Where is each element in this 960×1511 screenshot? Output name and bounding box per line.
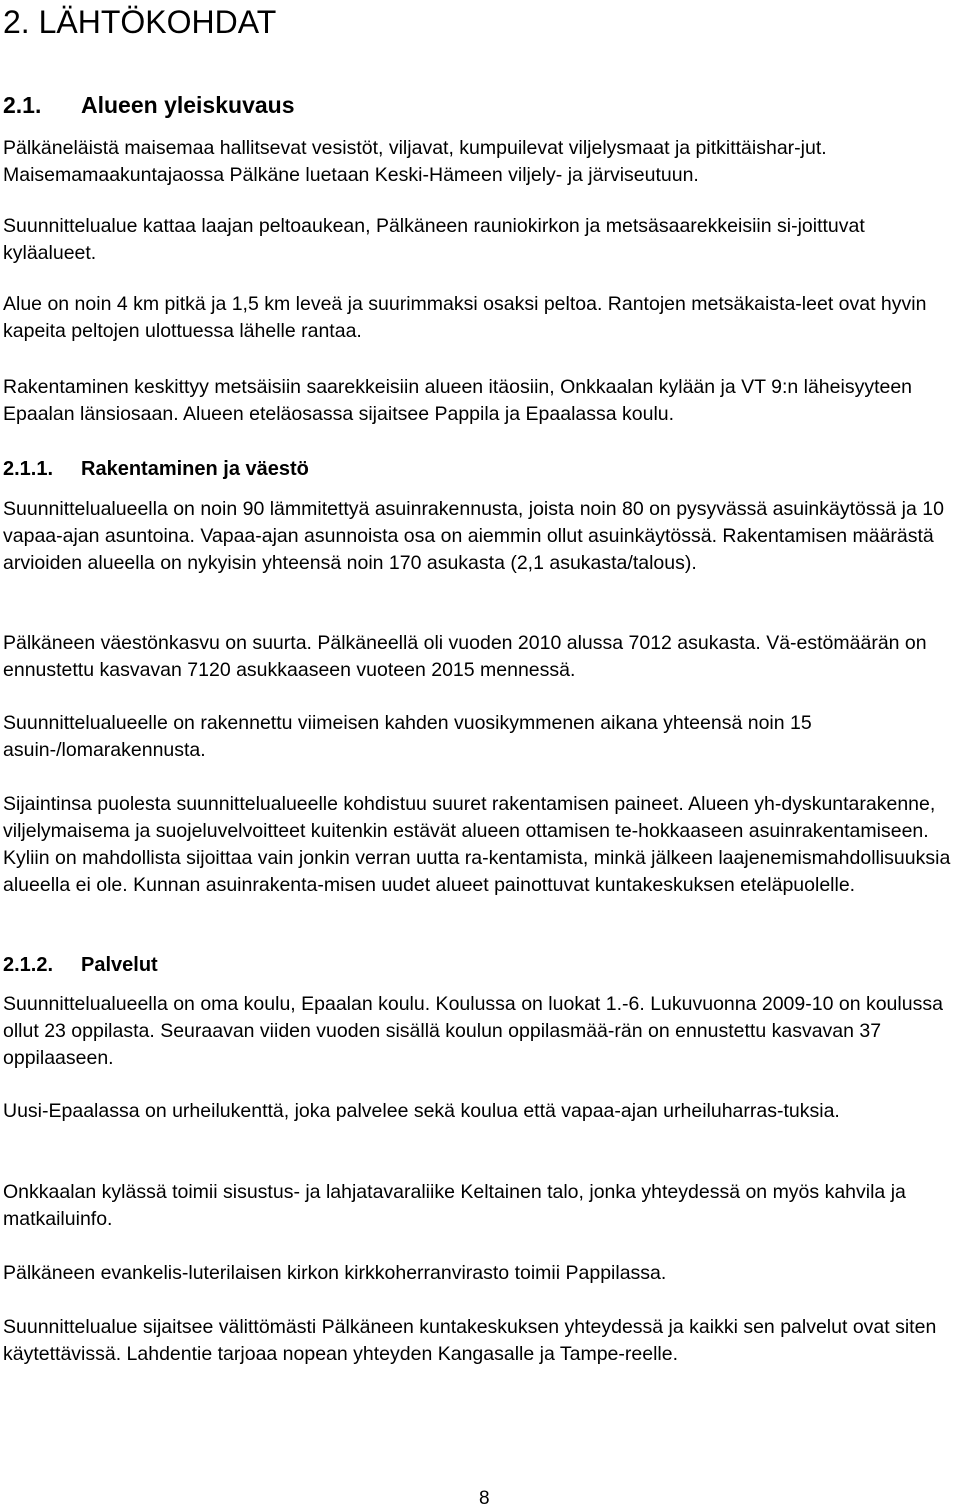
paragraph: Suunnittelualue kattaa laajan peltoaukean, Pälkäneen rauniokirkon ja metsäsaarekkeisiin si-joittuvat kyläalueet. xyxy=(3,215,865,264)
paragraph: Suunnittelualue sijaitsee välittömästi Pälkäneen kuntakeskuksen yhteydessä ja kaikki sen palvelut ovat siten käytettävissä. Lahdentie tarjoaa nopean yhteyden Kangasalle ja Tampe-reelle. xyxy=(3,1316,937,1365)
paragraph: Alue on noin 4 km pitkä ja 1,5 km leveä ja suurimmaksi osaksi peltoa. Rantojen metsäkaista-leet ovat hyvin kapeita peltojen ulottuessa lähelle rantaa. xyxy=(3,293,927,342)
paragraph: Pälkäneen evankelis-luterilaisen kirkon kirkkoherranvirasto toimii Pappilassa. xyxy=(3,1262,667,1284)
subsection-title: Palvelut xyxy=(81,954,158,976)
subsection-heading xyxy=(3,951,158,979)
section-number: 2.1. xyxy=(3,92,42,118)
chapter-heading: 2. LÄHTÖKOHDAT xyxy=(3,4,277,40)
paragraph: Pälkäneen väestönkasvu on suurta. Pälkäneellä oli vuoden 2010 alussa 7012 asukasta. Vä-estömäärän on ennustettu kasvavan 7120 asukkaaseen vuoteen 2015 mennessä. xyxy=(3,632,927,681)
paragraph: Onkkaalan kylässä toimii sisustus- ja lahjatavaraliike Keltainen talo, jonka yhteydessä on myös kahvila ja matkailuinfo. xyxy=(3,1181,906,1230)
subsection-heading xyxy=(3,455,309,483)
paragraph: Suunnittelualueella on oma koulu, Epaalan koulu. Koulussa on luokat 1.-6. Lukuvuonna 2009-10 on koulussa ollut 23 oppilasta. Seuraavan viiden vuoden sisällä koulun oppilasmää-rän on ennustettu kasvavan 37 oppilaaseen. xyxy=(3,993,943,1069)
section-heading xyxy=(3,90,295,120)
paragraph: Uusi-Epaalassa on urheilukenttä, joka palvelee sekä koulua että vapaa-ajan urheiluharras-tuksia. xyxy=(3,1100,840,1122)
paragraph: Suunnittelualueella on noin 90 lämmitettyä asuinrakennusta, joista noin 80 on pysyvässä asuinkäytössä ja 10 vapaa-ajan asuntoina. Vapaa-ajan asunnoista osa on aiemmin ollut asuinkäytössä. Rakentamisen määrästä arvioiden alueella on nykyisin yhteensä noin 170 asukasta (2,1 asukasta/talous). xyxy=(3,498,944,574)
subsection-title: Rakentaminen ja väestö xyxy=(81,458,309,480)
paragraph: Pälkäneläistä maisemaa hallitsevat vesistöt, viljavat, kumpuilevat viljelysmaat ja pitkittäishar-jut. Maisemamaakuntajaossa Pälkäne luetaan Keski-Hämeen viljely- ja järviseutuun. xyxy=(3,137,827,186)
paragraph: Suunnittelualueelle on rakennettu viimeisen kahden vuosikymmenen aikana yhteensä noin 15 asuin-/lomarakennusta. xyxy=(3,712,812,761)
section-title: Alueen yleiskuvaus xyxy=(81,92,295,118)
page-number: 8 xyxy=(479,1488,490,1509)
subsection-number: 2.1.1. xyxy=(3,458,54,480)
paragraph: Rakentaminen keskittyy metsäisiin saarekkeisiin alueen itäosiin, Onkkaalan kylään ja VT 9:n läheisyyteen Epaalan länsiosaan. Alueen eteläosassa sijaitsee Pappila ja Epaalassa koulu. xyxy=(3,376,913,425)
paragraph: Sijaintinsa puolesta suunnittelualueelle kohdistuu suuret rakentamisen paineet. Alueen yh-dyskuntarakenne, viljelymaisema ja suojeluvelvoitteet kuitenkin estävät alueen ottamisen te-hokkaaseen asuinrakentamiseen. Kyliin on mahdollista sijoittaa vain jonkin verran uutta ra-kentamista, minkä jälkeen laajenemismahdollisuuksia alueella ei ole. Kunnan asuinrakenta-misen uudet alueet painottuvat kuntakeskuksen eteläpuolelle. xyxy=(3,793,951,896)
subsection-number: 2.1.2. xyxy=(3,954,54,976)
